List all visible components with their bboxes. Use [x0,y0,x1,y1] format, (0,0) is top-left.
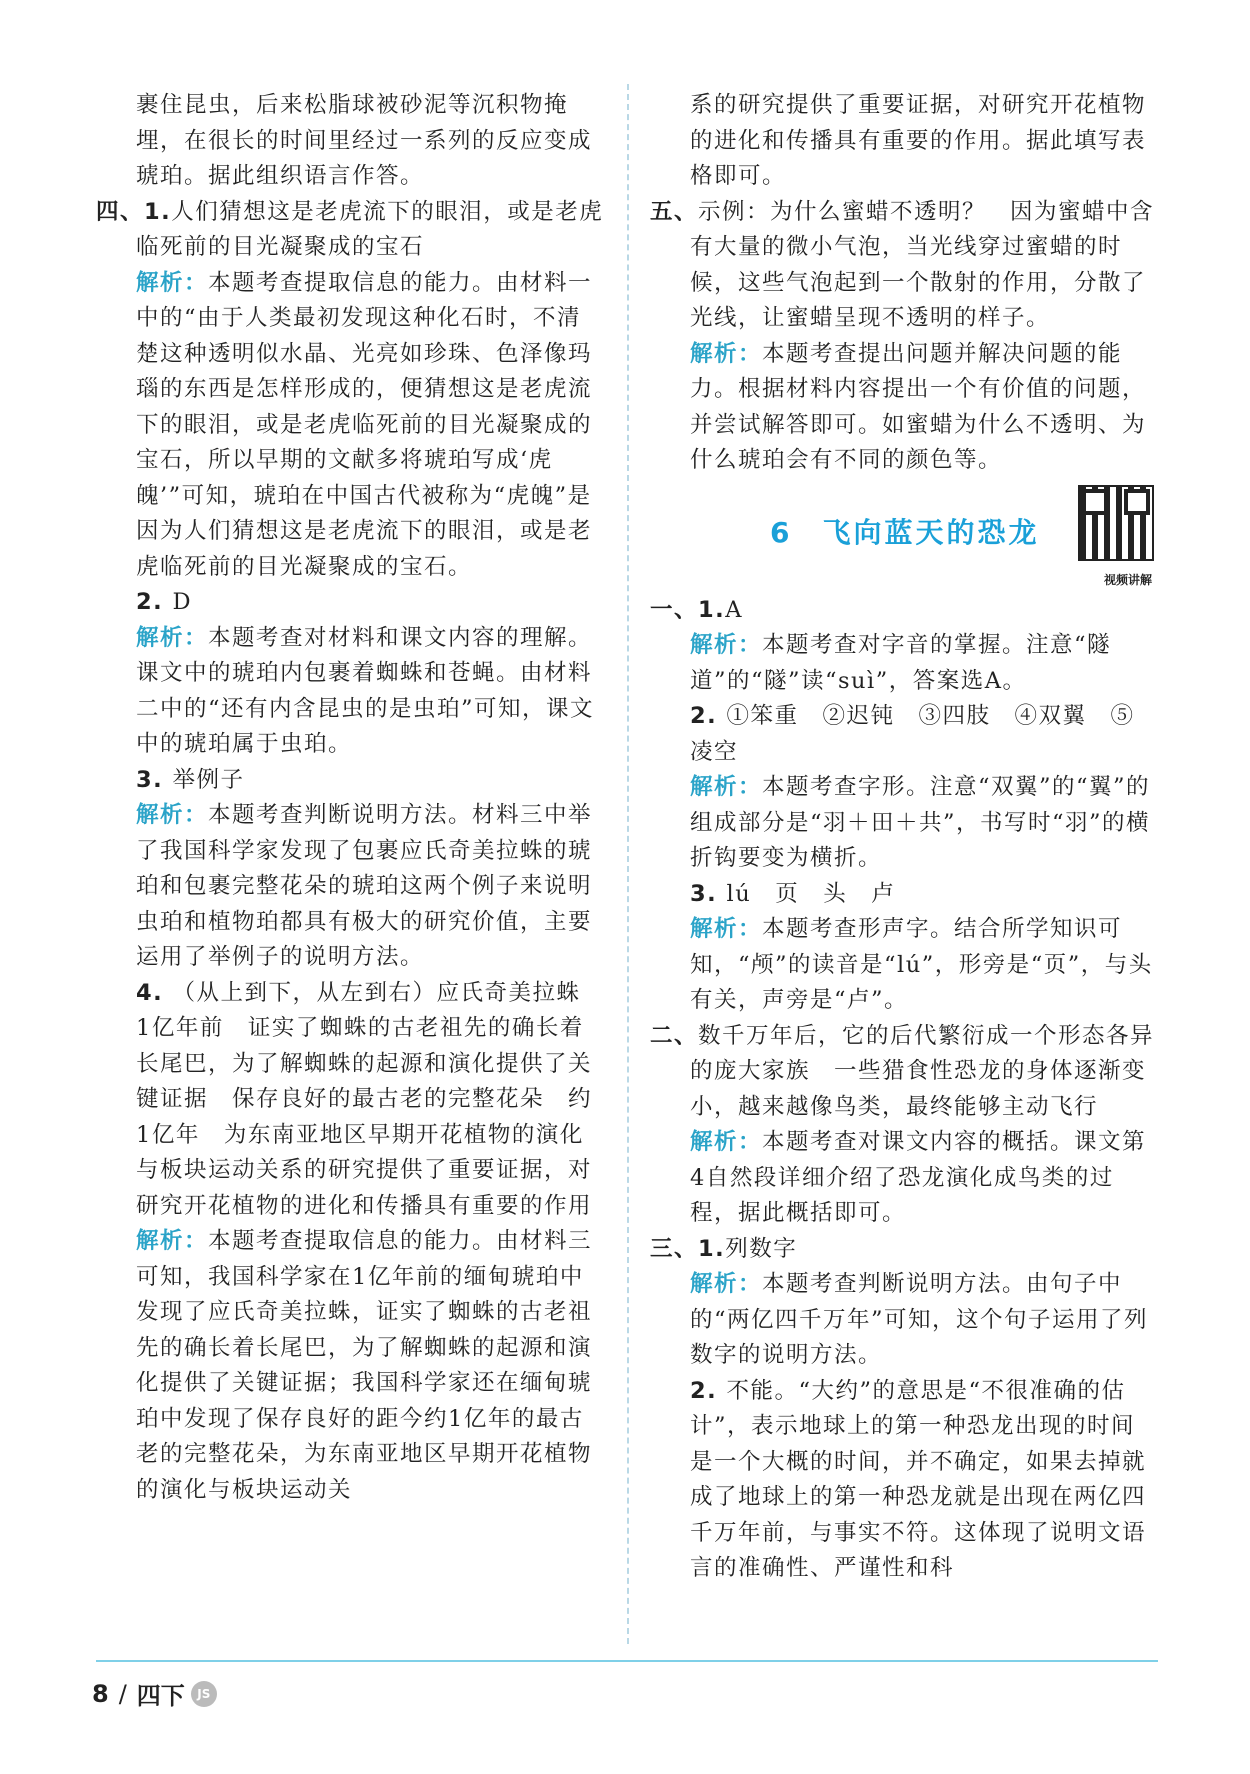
section-number: 一、 [650,596,699,623]
analysis-paragraph [96,266,604,586]
question-number: 2. [690,1377,727,1404]
analysis-label: 解析： [690,340,763,367]
analysis-text: 本题考查对课文内容的概括。课文第4自然段详细介绍了恐龙演化成鸟类的过程，据此概括即可。 [690,1129,1147,1226]
section-number: 三、 [650,1235,699,1262]
grade-label: 四下 [136,1682,185,1710]
question-number: 3. [690,880,727,907]
answer-text: 示例：为什么蜜蜡不透明？ 因为蜜蜡中含有大量的微小气泡，当光线穿过蜜蜡的时候，这些气泡起到一个散射的作用，分散了光线，让蜜蜡呈现不透明的样子。 [690,198,1155,331]
edition-badge: JS [191,1681,217,1707]
question-number: 2. [690,703,727,729]
analysis-text: 本题考查对材料和课文内容的理解。课文中的琥珀内包裹着蜘蛛和苍蝇。由材料二中的“还有内含昆虫的是虫珀”可知，课文中的琥珀属于虫珀。 [136,624,595,757]
qr-code-icon[interactable] [1078,485,1154,561]
section-item [650,195,1158,337]
analysis-text: 本题考查判断说明方法。材料三中举了我国科学家发现了包裹应氏奇美拉蛛的琥珀和包裹完整花朵的琥珀这两个例子来说明虫珀和植物珀都具有极大的研究价值，主要运用了举例子的说明方法。 [136,802,593,970]
question-number: 1. [698,596,726,623]
analysis-paragraph [96,1224,604,1508]
question-number: 4. [136,979,173,1006]
analysis-text: 本题考查提出问题并解决问题的能力。根据材料内容提出一个有价值的问题，并尝试解答即可。如蜜蜡为什么不透明、为什么琥珀会有不同的颜色等。 [690,340,1147,473]
analysis-label: 解析： [690,916,763,942]
analysis-text: 本题考查提取信息的能力。由材料三可知，我国科学家在1亿年前的缅甸琥珀中发现了应氏奇美拉蛛，证实了蜘蛛的古老祖先的确长着长尾巴，为了解蜘蛛的起源和演化提供了关键证据；我国科学家还在缅甸琥珀中发现了保存良好的距今约1亿年的最古老的完整花朵，为东南亚地区早期开花植物的演化与板块运动关 [136,1228,593,1503]
analysis-label: 解析： [690,1271,763,1297]
lesson-name: 飞向蓝天的恐龙 [822,515,1040,549]
lesson-header [650,483,1158,593]
section-number: 五、 [650,198,699,225]
answer-item [96,763,604,799]
answer-item [650,877,1158,913]
analysis-paragraph [650,337,1158,479]
analysis-text: 本题考查判断说明方法。由句子中的“两亿四千万年”可知，这个句子运用了列数字的说明方法。 [690,1271,1149,1368]
question-number: 1. [698,1235,726,1262]
answer-item [96,976,604,1225]
continued-paragraph [96,88,604,195]
section-item [650,593,1158,629]
left-column [96,88,604,1508]
section-item [650,1019,1158,1126]
analysis-paragraph [650,912,1158,1019]
analysis-paragraph [96,621,604,763]
analysis-label: 解析： [690,632,763,658]
answer-text: 人们猜想这是老虎流下的眼泪，或是老虎临死前的目光凝聚成的宝石 [136,198,604,260]
right-bottom-block [650,593,1158,1587]
answer-text: D [172,589,193,615]
analysis-text: 本题考查对字音的掌握。注意“隧道”的“隧”读“suì”，答案选A。 [690,632,1112,694]
analysis-paragraph [650,1267,1158,1374]
answer-text: （从上到下，从左到右）应氏奇美拉蛛 1亿年前 证实了蜘蛛的古老祖先的确长着长尾巴，为了解蜘蛛的起源和演化提供了关键证据 保存良好的最古老的完整花朵 约1亿年 为东南亚地区早期开花植物的演化与板块运动关系的研究提供了重要证据，对研究开花植物的进化和传播具有重要的作用 [136,979,605,1219]
analysis-label: 解析： [136,1228,209,1254]
qr-label: 视频讲解 [1103,572,1152,587]
question-number: 3. [136,766,173,793]
section-item [650,1232,1158,1268]
footer-divider [96,1660,1158,1662]
answer-text: 列数字 [725,1235,798,1262]
analysis-label: 解析： [136,802,209,828]
column-divider [627,84,629,1644]
footer-separator: / [118,1679,127,1708]
analysis-paragraph [96,798,604,976]
question-number: 1. [144,198,172,225]
analysis-label: 解析： [136,624,209,651]
analysis-label: 解析： [690,774,763,800]
analysis-paragraph [650,770,1158,877]
section-number: 四、 [96,198,145,225]
answer-item [650,1374,1158,1587]
answer-text: 不能。“大约”的意思是“不很准确的估计”，表示地球上的第一种恐龙出现的时间是一个大概的时间，并不确定，如果去掉就成了地球上的第一种恐龙就是出现在两亿四千万年前，与事实不符。这体现了说明文语言的准确性、严谨性和科 [690,1377,1147,1581]
question-number: 2. [136,589,173,615]
answer-text: 数千万年后，它的后代繁衍成一个形态各异的庞大家族 一些猎食性恐龙的身体逐渐变小，越来越像鸟类，最终能够主动飞行 [690,1022,1155,1120]
analysis-paragraph [650,628,1158,699]
lesson-number: 6 [770,515,793,549]
analysis-text: 本题考查形声字。结合所学知识可知，“颅”的读音是“lú”，形旁是“页”，与头有关，声旁是“卢”。 [690,916,1153,1013]
continued-paragraph [650,88,1158,195]
paragraph-text: 裹住昆虫，后来松脂球被砂泥等沉积物掩埋，在很长的时间里经过一系列的反应变成琥珀。据此组织语言作答。 [136,92,593,189]
right-column [650,88,1158,1587]
answer-item [96,585,604,621]
answer-text: lú 页 头 卢 [726,880,896,907]
page-number: 8 [92,1679,109,1708]
answer-text: 举例子 [172,766,245,793]
lesson-title [770,515,1040,551]
section-number: 二、 [650,1022,699,1049]
analysis-text: 本题考查提取信息的能力。由材料一中的“由于人类最初发现这种化石时，不清楚这种透明似水晶、光亮如珍珠、色泽像玛瑙的东西是怎样形成的，便猜想这是老虎流下的眼泪，或是老虎临死前的目光凝聚成的宝石，所以早期的文献多将琥珀写成‘虎魄’”可知，琥珀在中国古代被称为“虎魄”是因为人们猜想这是老虎流下的眼泪，或是老虎临死前的目光凝聚成的宝石。 [136,269,593,580]
section-item [96,195,604,266]
right-top-block [650,88,1158,479]
answer-text: ①笨重 ②迟钝 ③四肢 ④双翼 ⑤凌空 [690,703,1135,765]
answer-text: A [725,596,743,623]
answer-item [650,699,1158,770]
paragraph-text: 系的研究提供了重要证据，对研究开花植物的进化和传播具有重要的作用。据此填写表格即可。 [690,92,1147,189]
analysis-label: 解析： [136,269,209,296]
page-footer [92,1676,217,1711]
analysis-text: 本题考查字形。注意“双翼”的“翼”的组成部分是“羽＋田＋共”，书写时“羽”的横折钩要变为横折。 [690,774,1151,871]
analysis-label: 解析： [690,1129,763,1155]
analysis-paragraph [650,1125,1158,1232]
